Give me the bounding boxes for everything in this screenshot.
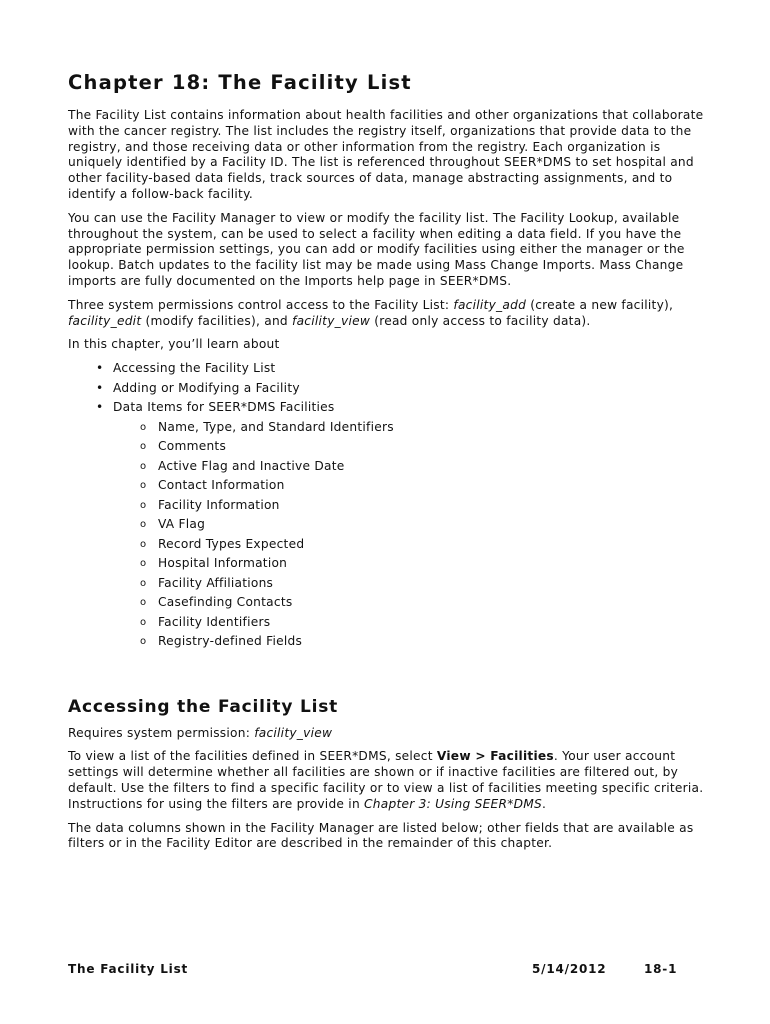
permissions-paragraph — [68, 298, 704, 330]
list-item — [68, 379, 704, 399]
permissions-text-a: Three system permissions control access to the Facility List: — [68, 297, 454, 312]
subtopic-label: Facility Affiliations — [158, 575, 274, 590]
permission-facility-add: facility_add — [453, 297, 527, 312]
intro-paragraph-1: The Facility List contains information about health facilities and other organizations that collaborate with the cancer registry. The list includes the registry itself, organizations that provide data to the registry, and those receiving data or other information from the registry. Each organization is uniquely identified by a Facility ID. The list is referenced throughout SEER*DMS to set hospital and other facility-based data fields, track sources of data, manage abstracting assignments, and to identify a follow-back facility. — [68, 108, 704, 201]
list-item — [68, 535, 704, 555]
list-item — [68, 574, 704, 594]
circle-bullet-icon: o — [140, 597, 147, 609]
menu-path: View > Facilities — [436, 749, 554, 764]
topic-label: Data Items for SEER*DMS Facilities — [113, 400, 335, 415]
intro-paragraph-2: You can use the Facility Manager to view or modify the facility list. The Facility Lookup, available throughout the system, can be used to select a facility when editing a data field. If you have the appropriate permission settings, you can add or modify facilities using either the manager or the lookup. Batch updates to the facility list may be made using Mass Change Imports. Mass Change imports are fully documented on the Imports help page in SEER*DMS. — [68, 210, 685, 288]
required-permission: facility_view — [254, 725, 333, 740]
subtopic-label: Record Types Expected — [158, 536, 305, 551]
footer-page-number: 18-1 — [644, 962, 678, 976]
page-footer — [68, 962, 680, 978]
footer-title: The Facility List — [68, 962, 189, 976]
page-content — [68, 70, 704, 860]
topic-label: Adding or Modifying a Facility — [113, 380, 300, 395]
section-paragraph-1 — [68, 749, 704, 812]
circle-bullet-icon: o — [140, 441, 147, 453]
list-item — [68, 593, 704, 613]
bullet-icon: • — [96, 361, 104, 376]
subtopic-label: Facility Information — [158, 497, 280, 512]
list-item — [68, 457, 704, 477]
circle-bullet-icon: o — [140, 616, 147, 628]
subtopic-label: Registry-defined Fields — [158, 634, 303, 649]
bullet-icon: • — [96, 380, 104, 395]
permissions-text-c: (modify facilities), and — [141, 313, 293, 328]
chapter-topics-list — [68, 359, 704, 652]
topic-label: Accessing the Facility List — [113, 361, 276, 376]
permissions-text-d: (read only access to facility data). — [370, 313, 591, 328]
circle-bullet-icon: o — [140, 558, 147, 570]
list-item — [68, 632, 704, 652]
subtopic-label: Contact Information — [158, 478, 285, 493]
data-items-sublist — [68, 418, 704, 652]
section-text-c: . — [541, 796, 547, 811]
list-item — [68, 515, 704, 535]
chapter-overview-lead: In this chapter, you’ll learn about — [68, 337, 280, 352]
footer-date: 5/14/2012 — [532, 962, 607, 976]
circle-bullet-icon: o — [140, 421, 147, 433]
section-title: Accessing the Facility List — [68, 696, 339, 717]
subtopic-label: Active Flag and Inactive Date — [158, 458, 345, 473]
requirement-label: Requires system permission: — [68, 725, 255, 740]
subtopic-label: Casefinding Contacts — [158, 595, 293, 610]
circle-bullet-icon: o — [140, 460, 147, 472]
list-item — [68, 554, 704, 574]
circle-bullet-icon: o — [140, 577, 147, 589]
section-text-a: To view a list of the facilities defined in SEER*DMS, select — [68, 749, 437, 764]
list-item — [68, 437, 704, 457]
section-text-b: . Your user account settings will determine whether all facilities are shown or if inactive facilities are filtered out, by default. Use the filters to find a specific facility or to view a list of facilities meeting specific criteria. Instructions for using the filters are provide in — [68, 749, 704, 811]
list-item — [68, 476, 704, 496]
chapter-reference: Chapter 3: Using SEER*DMS — [364, 796, 542, 811]
section-paragraph-2: The data columns shown in the Facility Manager are listed below; other fields that are available as filters or in the Facility Editor are described in the remainder of this chapter. — [68, 820, 694, 851]
subtopic-label: VA Flag — [158, 517, 206, 532]
subtopic-label: Comments — [158, 439, 227, 454]
subtopic-label: Hospital Information — [158, 556, 288, 571]
list-item — [68, 613, 704, 633]
chapter-title: Chapter 18: The Facility List — [68, 71, 412, 94]
permission-requirement — [68, 726, 704, 742]
subtopic-label: Name, Type, and Standard Identifiers — [158, 419, 394, 434]
list-item — [68, 418, 704, 438]
permission-facility-edit: facility_edit — [68, 313, 142, 328]
subtopic-label: Facility Identifiers — [158, 614, 271, 629]
circle-bullet-icon: o — [140, 636, 147, 648]
list-item — [68, 496, 704, 516]
bullet-icon: • — [96, 400, 104, 415]
circle-bullet-icon: o — [140, 519, 147, 531]
list-item — [68, 359, 704, 379]
circle-bullet-icon: o — [140, 538, 147, 550]
list-item — [68, 398, 704, 652]
permissions-text-b: (create a new facility), — [526, 297, 674, 312]
circle-bullet-icon: o — [140, 480, 147, 492]
permission-facility-view: facility_view — [292, 313, 371, 328]
circle-bullet-icon: o — [140, 499, 147, 511]
